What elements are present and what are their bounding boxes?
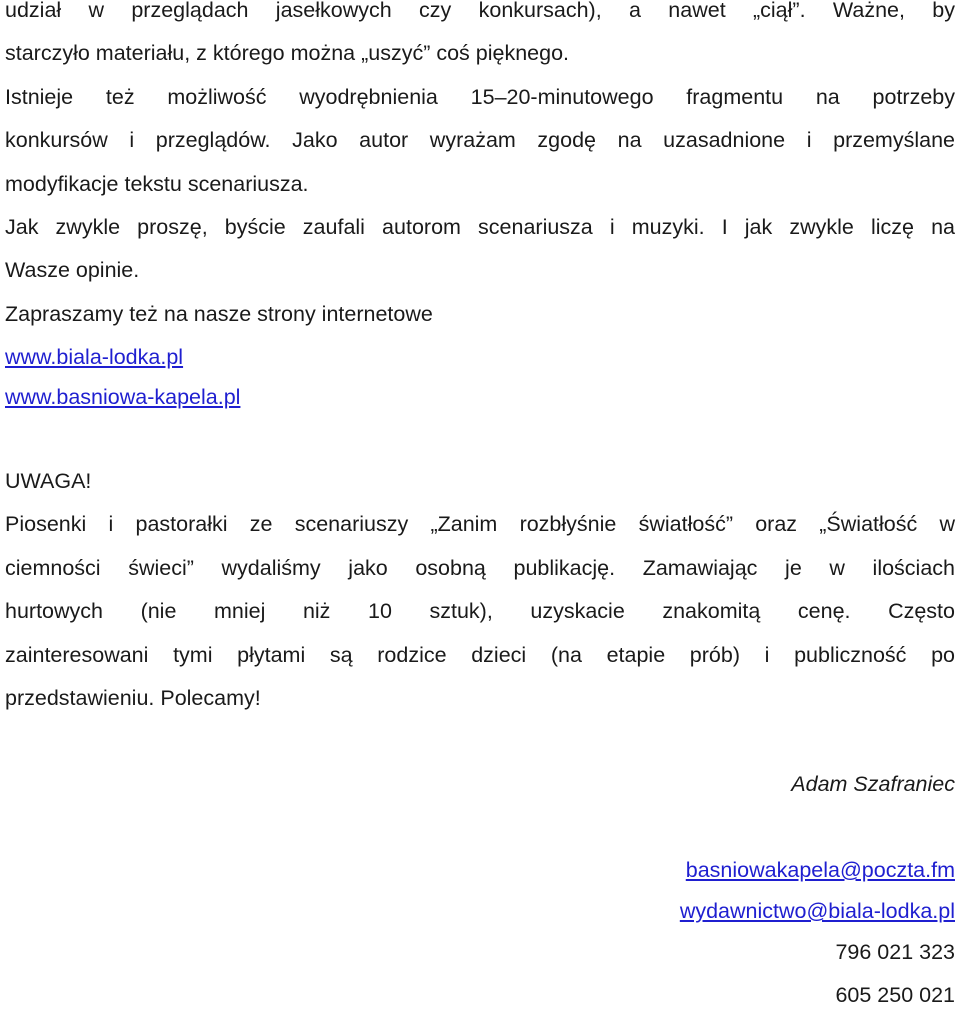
- website-link-biala-lodka[interactable]: www.biala-lodka.pl: [5, 345, 184, 369]
- paragraph-2-line-2: Wasze opinie.: [5, 258, 140, 282]
- notice-line-2: ciemności świeci” wydaliśmy jako osobną publikację. Zamawiając je w ilościach: [5, 556, 955, 580]
- paragraph-2-line-1: Jak zwykle proszę, byście zaufali autorom scenariusza i muzyki. I jak zwykle liczę na: [5, 215, 955, 239]
- paragraph-1-line-5: modyfikacje tekstu scenariusza.: [5, 172, 309, 196]
- website-link-basniowa-kapela[interactable]: www.basniowa-kapela.pl: [5, 385, 241, 409]
- paragraph-1-line-4: konkursów i przeglądów. Jako autor wyrażam zgodę na uzasadnione i przemyślane: [5, 128, 955, 152]
- paragraph-1-line-3: Istnieje też możliwość wyodrębnienia 15–20-minutowego fragmentu na potrzeby: [5, 85, 955, 109]
- signature-name: Adam Szafraniec: [791, 772, 955, 796]
- email-link-wydawnictwo[interactable]: wydawnictwo@biala-lodka.pl: [679, 899, 955, 923]
- email-link-basniowakapela[interactable]: basniowakapela@poczta.fm: [685, 858, 955, 882]
- notice-line-5: przedstawieniu. Polecamy!: [5, 686, 261, 710]
- notice-line-1: Piosenki i pastorałki ze scenariuszy „Zanim rozbłyśnie światłość” oraz „Światłość w: [5, 512, 955, 536]
- invite-text: Zapraszamy też na nasze strony internetowe: [5, 302, 433, 326]
- paragraph-1-line-1: udział w przeglądach jasełkowych czy konkursach), a nawet „ciął”. Ważne, by: [5, 0, 955, 22]
- notice-line-3: hurtowych (nie mniej niż 10 sztuk), uzyskacie znakomitą cenę. Często: [5, 599, 955, 623]
- notice-line-4: zainteresowani tymi płytami są rodzice dzieci (na etapie prób) i publiczność po: [5, 643, 955, 667]
- phone-number-1: 796 021 323: [835, 940, 955, 964]
- paragraph-1-line-2: starczyło materiału, z którego można „uszyć” coś pięknego.: [5, 41, 570, 65]
- phone-number-2: 605 250 021: [835, 983, 955, 1007]
- notice-heading: UWAGA!: [5, 469, 92, 493]
